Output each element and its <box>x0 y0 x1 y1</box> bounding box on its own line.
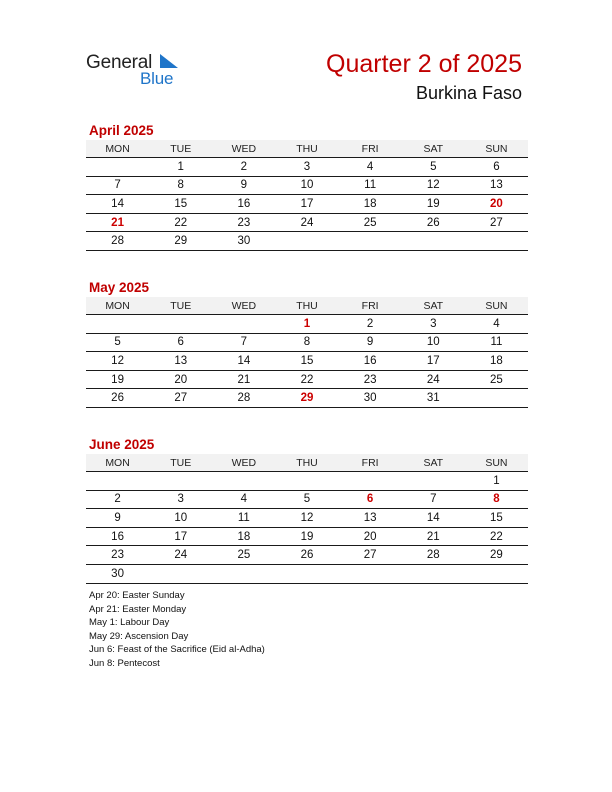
empty-day-cell <box>86 315 149 334</box>
day-cell: 18 <box>339 195 402 214</box>
day-cell: 18 <box>212 527 275 546</box>
day-cell: 15 <box>465 509 528 528</box>
week-row <box>86 158 528 177</box>
weekday-header-sun: SUN <box>465 297 528 315</box>
day-cell: 7 <box>402 490 465 509</box>
empty-day-cell <box>465 564 528 583</box>
day-cell: 23 <box>339 370 402 389</box>
empty-day-cell <box>339 232 402 251</box>
holiday-item: May 1: Labour Day <box>89 617 170 628</box>
empty-day-cell <box>402 232 465 251</box>
weekday-header-fri: FRI <box>339 297 402 315</box>
holiday-item: Apr 21: Easter Monday <box>89 603 187 615</box>
empty-day-cell <box>149 472 212 491</box>
empty-day-cell <box>212 564 275 583</box>
empty-day-cell <box>402 564 465 583</box>
day-cell: 2 <box>212 158 275 177</box>
day-cell: 23 <box>86 546 149 565</box>
calendar-table <box>86 454 528 584</box>
logo-text-general: General <box>86 52 153 73</box>
weekday-header-mon: MON <box>86 140 149 158</box>
day-cell: 4 <box>212 490 275 509</box>
day-cell: 9 <box>339 333 402 352</box>
weekday-header-mon: MON <box>86 297 149 315</box>
holiday-item: Apr 20: Easter Sunday <box>89 590 185 601</box>
day-cell: 9 <box>86 509 149 528</box>
page-title: Quarter 2 of 2025 <box>326 50 522 78</box>
generalblue-logo <box>86 52 196 92</box>
month-name: April 2025 <box>89 123 154 138</box>
week-row <box>86 472 528 491</box>
weekday-header-mon: MON <box>86 454 149 472</box>
day-cell: 28 <box>402 546 465 565</box>
week-row <box>86 352 528 371</box>
weekday-header-tue: TUE <box>149 297 212 315</box>
day-cell: 26 <box>275 546 338 565</box>
day-cell: 8 <box>275 333 338 352</box>
empty-day-cell <box>465 232 528 251</box>
day-cell: 17 <box>402 352 465 371</box>
holiday-day-cell: 6 <box>339 490 402 509</box>
day-cell: 11 <box>339 176 402 195</box>
weekday-header-sun: SUN <box>465 454 528 472</box>
empty-day-cell <box>149 564 212 583</box>
day-cell: 16 <box>86 527 149 546</box>
holiday-day-cell: 21 <box>86 213 149 232</box>
week-row <box>86 333 528 352</box>
week-row <box>86 213 528 232</box>
day-cell: 10 <box>149 509 212 528</box>
holiday-day-cell: 20 <box>465 195 528 214</box>
weekday-header-thu: THU <box>275 454 338 472</box>
week-row <box>86 527 528 546</box>
day-cell: 2 <box>339 315 402 334</box>
weekday-header-wed: WED <box>212 140 275 158</box>
weekday-header-tue: TUE <box>149 454 212 472</box>
empty-day-cell <box>212 315 275 334</box>
weekday-header-fri: FRI <box>339 140 402 158</box>
day-cell: 18 <box>465 352 528 371</box>
day-cell: 24 <box>402 370 465 389</box>
day-cell: 15 <box>275 352 338 371</box>
day-cell: 30 <box>212 232 275 251</box>
month-name: June 2025 <box>89 437 155 452</box>
month-block-june <box>86 436 528 584</box>
day-cell: 26 <box>86 389 149 408</box>
weekday-header-sat: SAT <box>402 140 465 158</box>
day-cell: 3 <box>149 490 212 509</box>
empty-day-cell <box>339 472 402 491</box>
day-cell: 6 <box>149 333 212 352</box>
month-block-may <box>86 279 528 408</box>
day-cell: 15 <box>149 195 212 214</box>
day-cell: 25 <box>465 370 528 389</box>
holiday-day-cell: 29 <box>275 389 338 408</box>
country-name: Burkina Faso <box>415 83 522 103</box>
logo-text-blue: Blue <box>140 69 174 88</box>
day-cell: 6 <box>465 158 528 177</box>
day-cell: 13 <box>465 176 528 195</box>
holiday-day-cell: 1 <box>275 315 338 334</box>
day-cell: 24 <box>149 546 212 565</box>
day-cell: 7 <box>86 176 149 195</box>
day-cell: 2 <box>86 490 149 509</box>
week-row <box>86 546 528 565</box>
empty-day-cell <box>275 472 338 491</box>
month-block-april <box>86 122 528 251</box>
day-cell: 25 <box>339 213 402 232</box>
calendar-table <box>86 140 528 251</box>
day-cell: 4 <box>339 158 402 177</box>
weekday-header-sun: SUN <box>465 140 528 158</box>
empty-day-cell <box>402 472 465 491</box>
holiday-item: Jun 6: Feast of the Sacrifice (Eid al-Adha) <box>89 644 265 655</box>
day-cell: 3 <box>402 315 465 334</box>
weekday-header-thu: THU <box>275 140 338 158</box>
empty-day-cell <box>149 315 212 334</box>
empty-day-cell <box>275 232 338 251</box>
day-cell: 23 <box>212 213 275 232</box>
holiday-day-cell: 8 <box>465 490 528 509</box>
day-cell: 27 <box>465 213 528 232</box>
day-cell: 13 <box>339 509 402 528</box>
day-cell: 14 <box>402 509 465 528</box>
day-cell: 19 <box>86 370 149 389</box>
day-cell: 5 <box>402 158 465 177</box>
day-cell: 28 <box>212 389 275 408</box>
weekday-header-fri: FRI <box>339 454 402 472</box>
week-row <box>86 232 528 251</box>
day-cell: 3 <box>275 158 338 177</box>
day-cell: 27 <box>149 389 212 408</box>
weekday-header-sat: SAT <box>402 454 465 472</box>
day-cell: 29 <box>465 546 528 565</box>
day-cell: 27 <box>339 546 402 565</box>
day-cell: 29 <box>149 232 212 251</box>
weekday-header-wed: WED <box>212 297 275 315</box>
day-cell: 12 <box>86 352 149 371</box>
day-cell: 14 <box>212 352 275 371</box>
month-name: May 2025 <box>89 280 150 295</box>
week-row <box>86 176 528 195</box>
weekday-header-row <box>86 454 528 472</box>
day-cell: 20 <box>149 370 212 389</box>
weekday-header-tue: TUE <box>149 140 212 158</box>
day-cell: 10 <box>402 333 465 352</box>
day-cell: 9 <box>212 176 275 195</box>
weekday-header-sat: SAT <box>402 297 465 315</box>
week-row <box>86 490 528 509</box>
day-cell: 22 <box>275 370 338 389</box>
day-cell: 8 <box>149 176 212 195</box>
day-cell: 25 <box>212 546 275 565</box>
day-cell: 12 <box>275 509 338 528</box>
day-cell: 31 <box>402 389 465 408</box>
day-cell: 30 <box>339 389 402 408</box>
day-cell: 13 <box>149 352 212 371</box>
day-cell: 17 <box>149 527 212 546</box>
day-cell: 11 <box>465 333 528 352</box>
day-cell: 7 <box>212 333 275 352</box>
day-cell: 5 <box>275 490 338 509</box>
weekday-header-wed: WED <box>212 454 275 472</box>
holiday-item: Jun 8: Pentecost <box>89 657 160 669</box>
day-cell: 14 <box>86 195 149 214</box>
day-cell: 11 <box>212 509 275 528</box>
logo-flag-icon <box>158 54 178 70</box>
week-row <box>86 315 528 334</box>
empty-day-cell <box>465 389 528 408</box>
empty-day-cell <box>339 564 402 583</box>
week-row <box>86 564 528 583</box>
week-row <box>86 195 528 214</box>
day-cell: 26 <box>402 213 465 232</box>
empty-day-cell <box>275 564 338 583</box>
day-cell: 20 <box>339 527 402 546</box>
holiday-list <box>89 589 265 670</box>
day-cell: 22 <box>149 213 212 232</box>
day-cell: 16 <box>212 195 275 214</box>
calendar-table <box>86 297 528 408</box>
empty-day-cell <box>212 472 275 491</box>
day-cell: 21 <box>402 527 465 546</box>
day-cell: 28 <box>86 232 149 251</box>
week-row <box>86 370 528 389</box>
weekday-header-row <box>86 140 528 158</box>
day-cell: 1 <box>149 158 212 177</box>
day-cell: 16 <box>339 352 402 371</box>
holiday-item: May 29: Ascension Day <box>89 630 189 642</box>
empty-day-cell <box>86 158 149 177</box>
day-cell: 22 <box>465 527 528 546</box>
week-row <box>86 509 528 528</box>
day-cell: 19 <box>402 195 465 214</box>
day-cell: 4 <box>465 315 528 334</box>
weekday-header-thu: THU <box>275 297 338 315</box>
week-row <box>86 389 528 408</box>
day-cell: 17 <box>275 195 338 214</box>
empty-day-cell <box>86 472 149 491</box>
day-cell: 12 <box>402 176 465 195</box>
day-cell: 19 <box>275 527 338 546</box>
day-cell: 1 <box>465 472 528 491</box>
day-cell: 24 <box>275 213 338 232</box>
day-cell: 21 <box>212 370 275 389</box>
weekday-header-row <box>86 297 528 315</box>
day-cell: 30 <box>86 564 149 583</box>
day-cell: 10 <box>275 176 338 195</box>
day-cell: 5 <box>86 333 149 352</box>
